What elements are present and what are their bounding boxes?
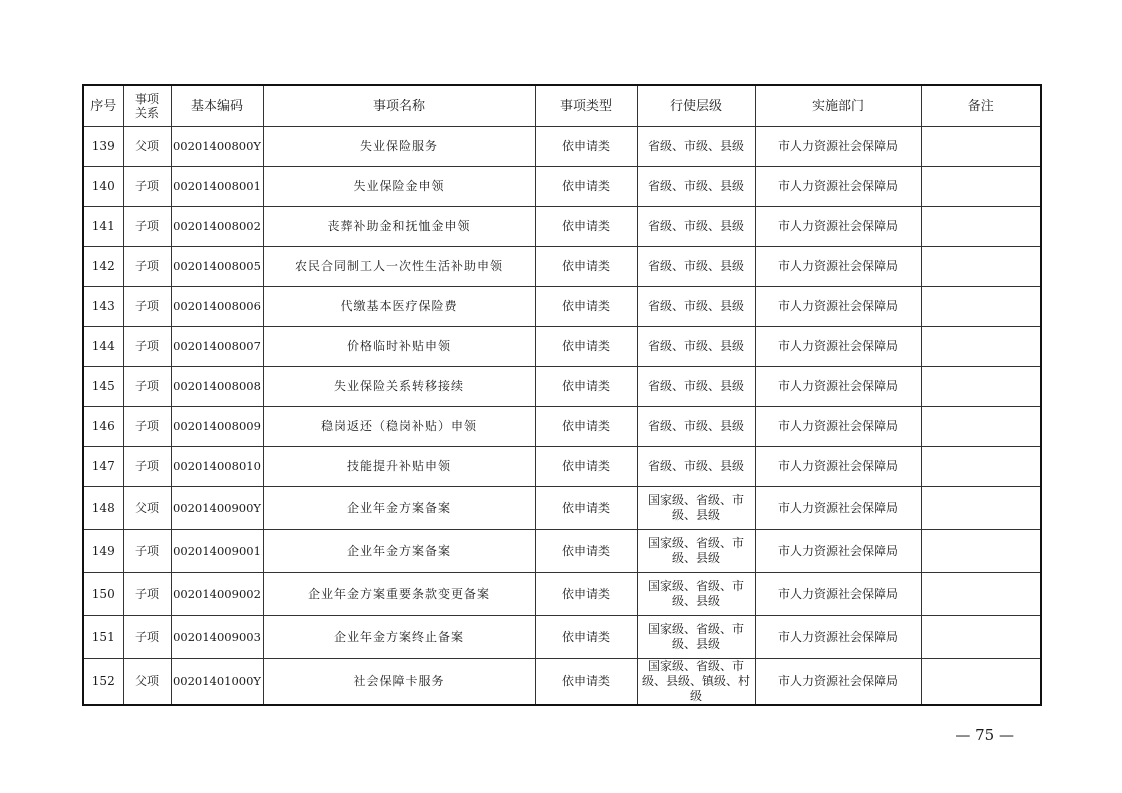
cell-remark xyxy=(921,167,1041,207)
cell-dept: 市人力资源社会保障局 xyxy=(755,487,921,530)
cell-name: 企业年金方案重要条款变更备案 xyxy=(263,573,535,616)
cell-type: 依申请类 xyxy=(535,659,637,706)
table-row xyxy=(83,127,1041,167)
table-header xyxy=(83,85,1041,127)
cell-seq: 143 xyxy=(83,287,123,327)
cell-seq: 141 xyxy=(83,207,123,247)
cell-dept: 市人力资源社会保障局 xyxy=(755,407,921,447)
table-row xyxy=(83,367,1041,407)
cell-seq: 145 xyxy=(83,367,123,407)
cell-name: 失业保险服务 xyxy=(263,127,535,167)
cell-level: 国家级、省级、市级、县级 xyxy=(637,530,755,573)
cell-type: 依申请类 xyxy=(535,367,637,407)
cell-seq: 149 xyxy=(83,530,123,573)
table-row xyxy=(83,573,1041,616)
cell-seq: 147 xyxy=(83,447,123,487)
cell-name: 农民合同制工人一次性生活补助申领 xyxy=(263,247,535,287)
cell-relation: 父项 xyxy=(123,487,171,530)
table-row xyxy=(83,447,1041,487)
cell-name: 企业年金方案备案 xyxy=(263,530,535,573)
header-name: 事项名称 xyxy=(263,85,535,127)
cell-name: 技能提升补贴申领 xyxy=(263,447,535,487)
cell-seq: 146 xyxy=(83,407,123,447)
cell-relation: 子项 xyxy=(123,447,171,487)
cell-name: 失业保险金申领 xyxy=(263,167,535,207)
cell-remark xyxy=(921,327,1041,367)
cell-remark xyxy=(921,207,1041,247)
table-row xyxy=(83,287,1041,327)
cell-dept: 市人力资源社会保障局 xyxy=(755,127,921,167)
cell-relation: 子项 xyxy=(123,367,171,407)
header-level: 行使层级 xyxy=(637,85,755,127)
cell-relation: 子项 xyxy=(123,247,171,287)
cell-remark xyxy=(921,127,1041,167)
cell-remark xyxy=(921,616,1041,659)
cell-level: 省级、市级、县级 xyxy=(637,327,755,367)
cell-code: 002014008008 xyxy=(171,367,263,407)
cell-name: 代缴基本医疗保险费 xyxy=(263,287,535,327)
cell-level: 省级、市级、县级 xyxy=(637,367,755,407)
cell-remark xyxy=(921,367,1041,407)
header-type: 事项类型 xyxy=(535,85,637,127)
cell-seq: 144 xyxy=(83,327,123,367)
cell-remark xyxy=(921,659,1041,706)
cell-code: 002014008009 xyxy=(171,407,263,447)
cell-code: 002014009003 xyxy=(171,616,263,659)
table-row xyxy=(83,659,1041,706)
cell-remark xyxy=(921,487,1041,530)
table-row xyxy=(83,530,1041,573)
table-row xyxy=(83,487,1041,530)
cell-type: 依申请类 xyxy=(535,573,637,616)
cell-relation: 父项 xyxy=(123,127,171,167)
cell-level: 省级、市级、县级 xyxy=(637,447,755,487)
cell-relation: 子项 xyxy=(123,167,171,207)
cell-seq: 152 xyxy=(83,659,123,706)
cell-type: 依申请类 xyxy=(535,530,637,573)
cell-level: 国家级、省级、市级、县级 xyxy=(637,487,755,530)
cell-type: 依申请类 xyxy=(535,407,637,447)
cell-dept: 市人力资源社会保障局 xyxy=(755,167,921,207)
table-row xyxy=(83,247,1041,287)
header-relation xyxy=(123,85,171,127)
cell-type: 依申请类 xyxy=(535,616,637,659)
cell-type: 依申请类 xyxy=(535,167,637,207)
cell-seq: 140 xyxy=(83,167,123,207)
cell-level: 省级、市级、县级 xyxy=(637,247,755,287)
cell-relation: 子项 xyxy=(123,530,171,573)
table-row xyxy=(83,207,1041,247)
header-dept: 实施部门 xyxy=(755,85,921,127)
cell-relation: 子项 xyxy=(123,407,171,447)
cell-remark xyxy=(921,447,1041,487)
cell-type: 依申请类 xyxy=(535,327,637,367)
header-relation-line1: 事项 xyxy=(134,92,159,106)
cell-code: 00201401000Y xyxy=(171,659,263,706)
cell-name: 企业年金方案终止备案 xyxy=(263,616,535,659)
cell-dept: 市人力资源社会保障局 xyxy=(755,247,921,287)
cell-remark xyxy=(921,407,1041,447)
cell-code: 00201400800Y xyxy=(171,127,263,167)
cell-name: 社会保障卡服务 xyxy=(263,659,535,706)
cell-dept: 市人力资源社会保障局 xyxy=(755,447,921,487)
cell-seq: 142 xyxy=(83,247,123,287)
cell-dept: 市人力资源社会保障局 xyxy=(755,573,921,616)
cell-level: 省级、市级、县级 xyxy=(637,207,755,247)
cell-type: 依申请类 xyxy=(535,207,637,247)
cell-name: 丧葬补助金和抚恤金申领 xyxy=(263,207,535,247)
table-row xyxy=(83,167,1041,207)
cell-seq: 139 xyxy=(83,127,123,167)
cell-code: 002014009002 xyxy=(171,573,263,616)
cell-dept: 市人力资源社会保障局 xyxy=(755,659,921,706)
cell-relation: 子项 xyxy=(123,207,171,247)
cell-remark xyxy=(921,247,1041,287)
cell-type: 依申请类 xyxy=(535,447,637,487)
cell-type: 依申请类 xyxy=(535,247,637,287)
header-code: 基本编码 xyxy=(171,85,263,127)
cell-code: 002014008005 xyxy=(171,247,263,287)
cell-relation: 父项 xyxy=(123,659,171,706)
matters-table xyxy=(82,84,1042,706)
cell-relation: 子项 xyxy=(123,327,171,367)
cell-name: 稳岗返还（稳岗补贴）申领 xyxy=(263,407,535,447)
table-row xyxy=(83,327,1041,367)
cell-type: 依申请类 xyxy=(535,127,637,167)
cell-dept: 市人力资源社会保障局 xyxy=(755,327,921,367)
cell-dept: 市人力资源社会保障局 xyxy=(755,287,921,327)
cell-level: 省级、市级、县级 xyxy=(637,287,755,327)
cell-name: 价格临时补贴申领 xyxy=(263,327,535,367)
cell-code: 002014008010 xyxy=(171,447,263,487)
cell-level: 国家级、省级、市级、县级 xyxy=(637,573,755,616)
cell-code: 00201400900Y xyxy=(171,487,263,530)
cell-level: 省级、市级、县级 xyxy=(637,127,755,167)
table-row xyxy=(83,407,1041,447)
header-relation-line2: 关系 xyxy=(134,106,159,120)
cell-seq: 148 xyxy=(83,487,123,530)
cell-seq: 150 xyxy=(83,573,123,616)
cell-code: 002014008001 xyxy=(171,167,263,207)
cell-remark xyxy=(921,287,1041,327)
cell-name: 失业保险关系转移接续 xyxy=(263,367,535,407)
cell-seq: 151 xyxy=(83,616,123,659)
cell-dept: 市人力资源社会保障局 xyxy=(755,616,921,659)
table-body xyxy=(83,127,1041,706)
page-number: — 75 — xyxy=(955,726,1014,744)
cell-relation: 子项 xyxy=(123,616,171,659)
cell-type: 依申请类 xyxy=(535,487,637,530)
cell-dept: 市人力资源社会保障局 xyxy=(755,530,921,573)
header-remark: 备注 xyxy=(921,85,1041,127)
cell-dept: 市人力资源社会保障局 xyxy=(755,367,921,407)
cell-relation: 子项 xyxy=(123,573,171,616)
cell-level: 国家级、省级、市级、县级 xyxy=(637,616,755,659)
cell-remark xyxy=(921,530,1041,573)
cell-level: 省级、市级、县级 xyxy=(637,407,755,447)
cell-code: 002014009001 xyxy=(171,530,263,573)
cell-remark xyxy=(921,573,1041,616)
cell-code: 002014008007 xyxy=(171,327,263,367)
cell-relation: 子项 xyxy=(123,287,171,327)
cell-type: 依申请类 xyxy=(535,287,637,327)
cell-code: 002014008002 xyxy=(171,207,263,247)
header-row xyxy=(83,85,1041,127)
cell-level: 省级、市级、县级 xyxy=(637,167,755,207)
header-seq: 序号 xyxy=(83,85,123,127)
table-row xyxy=(83,616,1041,659)
cell-level: 国家级、省级、市级、县级、镇级、村级 xyxy=(637,659,755,706)
cell-dept: 市人力资源社会保障局 xyxy=(755,207,921,247)
cell-code: 002014008006 xyxy=(171,287,263,327)
cell-name: 企业年金方案备案 xyxy=(263,487,535,530)
